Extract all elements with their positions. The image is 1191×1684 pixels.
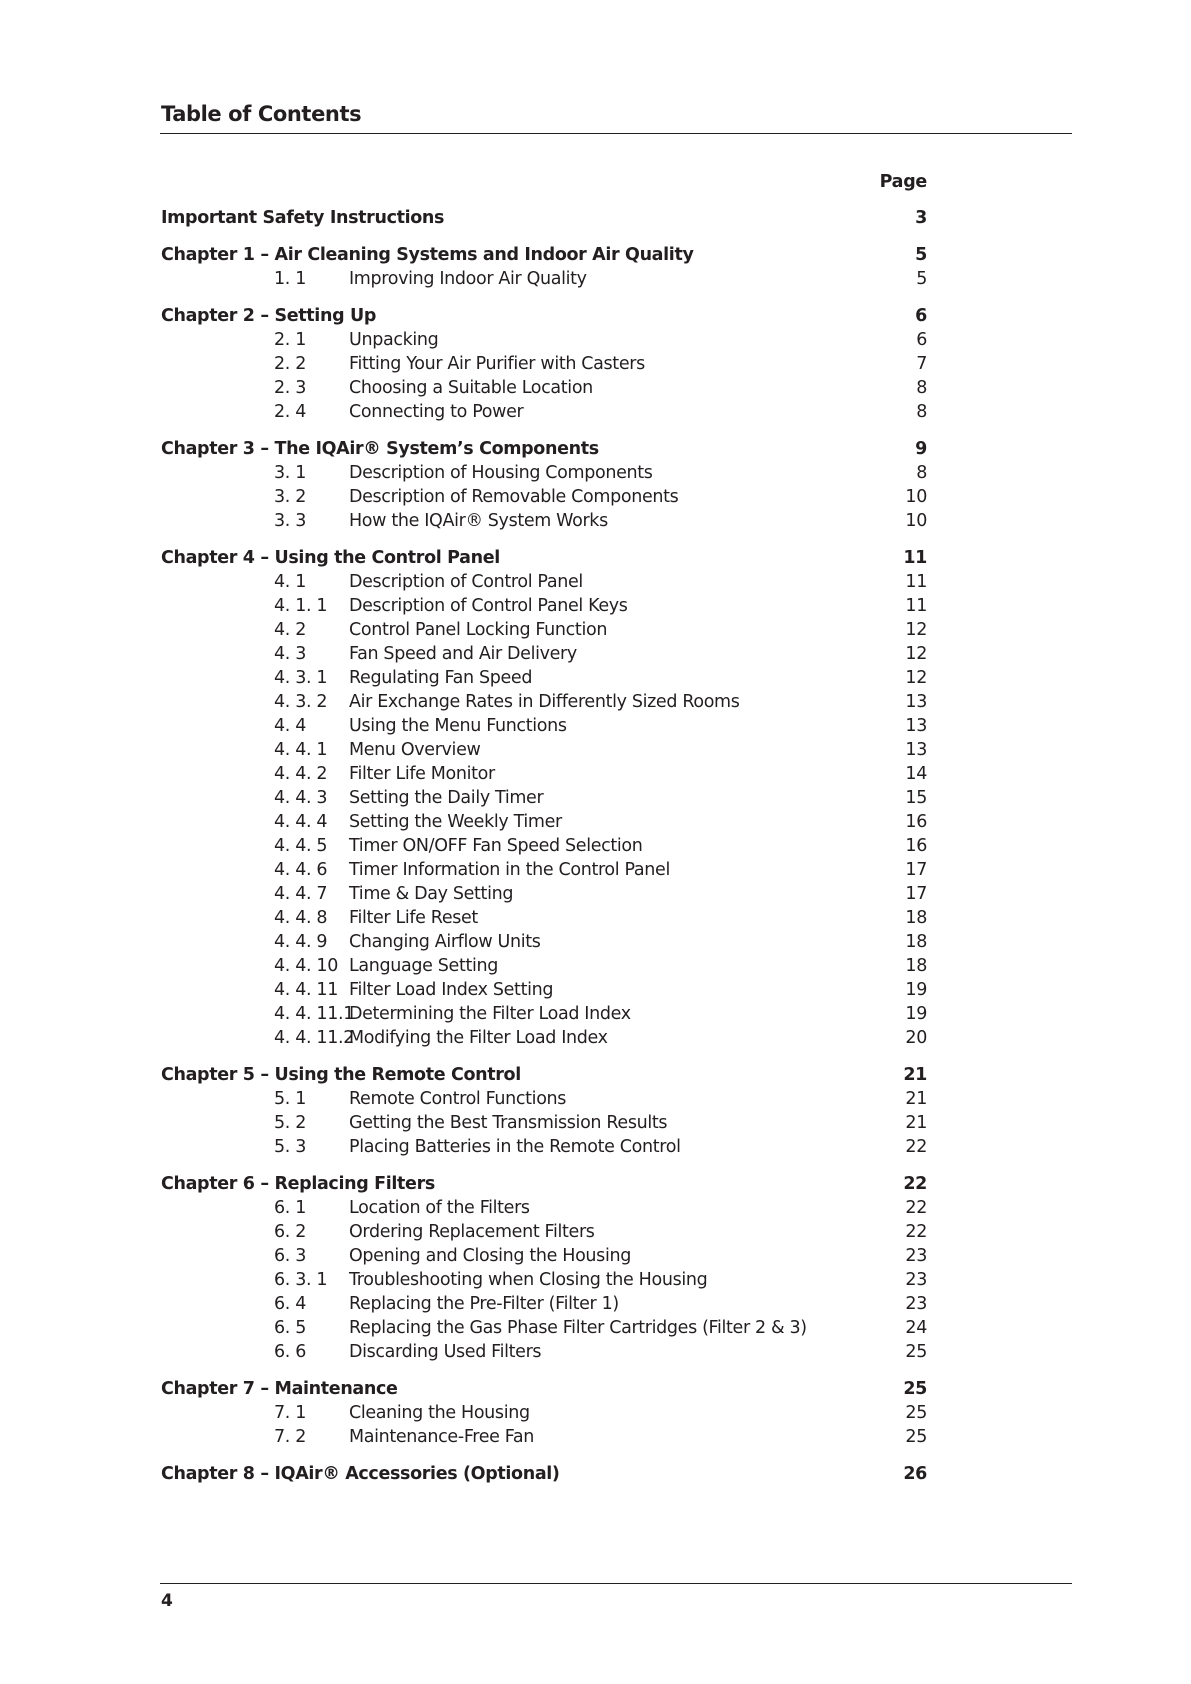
- toc-heading-page: 5: [915, 245, 927, 265]
- toc-entry-page: 19: [905, 980, 927, 1000]
- toc-entry-page: 6: [916, 330, 927, 350]
- toc-entry-page: 14: [905, 764, 927, 784]
- toc-entry-page: 12: [905, 620, 927, 640]
- toc-entry-title: Discarding Used Filters: [349, 1342, 542, 1362]
- toc-entry-title: Timer Information in the Control Panel: [349, 860, 670, 880]
- toc-section: [161, 206, 927, 230]
- toc-entry-page: 13: [905, 740, 927, 760]
- toc-section: [161, 1462, 927, 1486]
- toc-entry[interactable]: [161, 738, 927, 762]
- toc-entry-number: 4. 4. 1: [274, 740, 328, 760]
- toc-entry-title: Setting the Weekly Timer: [349, 812, 562, 832]
- toc-entry-number: 4. 4. 8: [274, 908, 328, 928]
- toc-entry-number: 6. 6: [274, 1342, 306, 1362]
- toc-section: [161, 546, 927, 1050]
- toc-section: [161, 1377, 927, 1449]
- toc-heading-label: Important Safety Instructions: [161, 208, 445, 228]
- toc-entry[interactable]: [161, 882, 927, 906]
- toc-entry-page: 17: [905, 860, 927, 880]
- toc-entry-page: 10: [905, 487, 927, 507]
- toc-heading[interactable]: [161, 206, 927, 230]
- header-rule: [160, 133, 1072, 134]
- toc-entry[interactable]: [161, 1401, 927, 1425]
- toc-entry-page: 22: [905, 1198, 927, 1218]
- page-title: Table of Contents: [161, 102, 362, 126]
- toc-entry-title: Filter Load Index Setting: [349, 980, 554, 1000]
- toc-entry[interactable]: [161, 786, 927, 810]
- toc-entry-title: Description of Removable Components: [349, 487, 679, 507]
- toc-heading[interactable]: [161, 1172, 927, 1196]
- toc-entry-number: 6. 3: [274, 1246, 306, 1266]
- toc-entry[interactable]: [161, 1268, 927, 1292]
- toc-entry-page: 16: [905, 812, 927, 832]
- toc-entry-title: Menu Overview: [349, 740, 481, 760]
- toc-section: [161, 304, 927, 424]
- toc-entry[interactable]: [161, 400, 927, 424]
- toc-entry[interactable]: [161, 509, 927, 533]
- toc-entry[interactable]: [161, 666, 927, 690]
- toc-entry-number: 2. 3: [274, 378, 306, 398]
- toc-entry-number: 5. 2: [274, 1113, 306, 1133]
- toc-entry-title: Control Panel Locking Function: [349, 620, 608, 640]
- toc-entry-number: 4. 3. 2: [274, 692, 328, 712]
- toc-entry-page: 15: [905, 788, 927, 808]
- toc-entry-title: Modifying the Filter Load Index: [349, 1028, 608, 1048]
- toc-entry-number: 4. 4. 11: [274, 980, 338, 1000]
- toc-entry-page: 10: [905, 511, 927, 531]
- toc-heading-label: Chapter 6 – Replacing Filters: [161, 1174, 435, 1194]
- toc-heading[interactable]: [161, 243, 927, 267]
- toc-entry-title: Unpacking: [349, 330, 439, 350]
- toc-entry-title: Language Setting: [349, 956, 498, 976]
- toc-entry-page: 21: [905, 1089, 927, 1109]
- toc-entry[interactable]: [161, 1135, 927, 1159]
- toc-entry-page: 23: [905, 1246, 927, 1266]
- toc-heading-page: 9: [915, 439, 927, 459]
- toc-entry[interactable]: [161, 954, 927, 978]
- toc-heading[interactable]: [161, 304, 927, 328]
- toc-entry[interactable]: [161, 1002, 927, 1026]
- toc-entry[interactable]: [161, 690, 927, 714]
- toc-entry[interactable]: [161, 978, 927, 1002]
- toc-entry-title: Description of Control Panel Keys: [349, 596, 628, 616]
- toc-entry-page: 22: [905, 1222, 927, 1242]
- toc-heading-label: Chapter 1 – Air Cleaning Systems and Indoor Air Quality: [161, 245, 694, 265]
- toc-entry[interactable]: [161, 762, 927, 786]
- toc-entry-number: 1. 1: [274, 269, 306, 289]
- toc-entry-title: Placing Batteries in the Remote Control: [349, 1137, 681, 1157]
- toc-entry-title: Time & Day Setting: [349, 884, 514, 904]
- page-column-header: Page: [879, 172, 927, 192]
- toc-entry-page: 11: [905, 572, 927, 592]
- toc-entry-number: 3. 2: [274, 487, 306, 507]
- toc-entry-title: Connecting to Power: [349, 402, 524, 422]
- toc-entry[interactable]: [161, 1220, 927, 1244]
- toc-entry-number: 6. 3. 1: [274, 1270, 328, 1290]
- toc-entry-title: How the IQAir® System Works: [349, 511, 608, 531]
- toc-entry[interactable]: [161, 834, 927, 858]
- toc-entry-page: 25: [905, 1427, 927, 1447]
- toc-entry[interactable]: [161, 267, 927, 291]
- toc-entry[interactable]: [161, 328, 927, 352]
- toc-entry[interactable]: [161, 1425, 927, 1449]
- toc-heading[interactable]: [161, 546, 927, 570]
- toc-heading-page: 21: [903, 1065, 927, 1085]
- toc-entry-page: 21: [905, 1113, 927, 1133]
- toc-heading-page: 11: [903, 548, 927, 568]
- toc-section: [161, 243, 927, 291]
- toc-entry-title: Filter Life Monitor: [349, 764, 495, 784]
- toc-entry-number: 3. 3: [274, 511, 306, 531]
- toc-entry[interactable]: [161, 1292, 927, 1316]
- toc-heading[interactable]: [161, 1377, 927, 1401]
- toc-entry-page: 19: [905, 1004, 927, 1024]
- toc-entry-number: 6. 5: [274, 1318, 306, 1338]
- toc-entry-title: Determining the Filter Load Index: [349, 1004, 631, 1024]
- toc-entry-title: Timer ON/OFF Fan Speed Selection: [349, 836, 643, 856]
- toc-entry-page: 23: [905, 1270, 927, 1290]
- toc-entry[interactable]: [161, 618, 927, 642]
- toc-entry-title: Troubleshooting when Closing the Housing: [349, 1270, 708, 1290]
- toc-entry[interactable]: [161, 485, 927, 509]
- toc-section: [161, 1172, 927, 1364]
- page-number: 4: [161, 1591, 173, 1611]
- toc-entry[interactable]: [161, 642, 927, 666]
- toc-entry-title: Air Exchange Rates in Differently Sized Rooms: [349, 692, 740, 712]
- toc-heading-page: 3: [915, 208, 927, 228]
- toc-entry-title: Using the Menu Functions: [349, 716, 567, 736]
- toc-entry-page: 8: [916, 402, 927, 422]
- toc-entry-page: 25: [905, 1403, 927, 1423]
- toc-entry-page: 5: [916, 269, 927, 289]
- toc-entry-title: Choosing a Suitable Location: [349, 378, 593, 398]
- toc-entry-number: 6. 1: [274, 1198, 306, 1218]
- toc-entry-page: 22: [905, 1137, 927, 1157]
- toc-entry-title: Fitting Your Air Purifier with Casters: [349, 354, 645, 374]
- toc-entry-number: 7. 1: [274, 1403, 306, 1423]
- toc-entry[interactable]: [161, 1026, 927, 1050]
- toc-entry-number: 4. 4. 7: [274, 884, 328, 904]
- toc-entry-title: Replacing the Gas Phase Filter Cartridges (Filter 2 & 3): [349, 1318, 807, 1338]
- toc-heading-page: 22: [903, 1174, 927, 1194]
- toc-entry-page: 20: [905, 1028, 927, 1048]
- toc-entry[interactable]: [161, 930, 927, 954]
- toc-entry-page: 13: [905, 716, 927, 736]
- toc-entry-title: Maintenance-Free Fan: [349, 1427, 534, 1447]
- toc-entry-number: 4. 4. 9: [274, 932, 328, 952]
- toc-heading-label: Chapter 4 – Using the Control Panel: [161, 548, 500, 568]
- toc-heading-page: 25: [903, 1379, 927, 1399]
- toc-entry-title: Getting the Best Transmission Results: [349, 1113, 668, 1133]
- toc-entry-number: 7. 2: [274, 1427, 306, 1447]
- toc-entry-title: Improving Indoor Air Quality: [349, 269, 587, 289]
- toc-entry-number: 6. 2: [274, 1222, 306, 1242]
- toc-entry-title: Opening and Closing the Housing: [349, 1246, 631, 1266]
- toc-entry-number: 4. 4. 11.2: [274, 1028, 354, 1048]
- toc-entry-number: 4. 4. 2: [274, 764, 328, 784]
- toc-entry-page: 12: [905, 644, 927, 664]
- toc-entry[interactable]: [161, 810, 927, 834]
- toc-entry-number: 4. 4. 5: [274, 836, 328, 856]
- toc-entry[interactable]: [161, 461, 927, 485]
- toc-entry-title: Ordering Replacement Filters: [349, 1222, 595, 1242]
- toc-heading-page: 6: [915, 306, 927, 326]
- toc-entry-number: 4. 4. 3: [274, 788, 328, 808]
- toc-entry-number: 4. 1: [274, 572, 306, 592]
- toc-heading-label: Chapter 2 – Setting Up: [161, 306, 377, 326]
- table-of-contents: [161, 206, 927, 1499]
- toc-heading-page: 26: [903, 1464, 927, 1484]
- toc-section: [161, 437, 927, 533]
- toc-entry[interactable]: [161, 1087, 927, 1111]
- toc-entry[interactable]: [161, 352, 927, 376]
- toc-heading[interactable]: [161, 1063, 927, 1087]
- toc-entry[interactable]: [161, 1111, 927, 1135]
- toc-entry-page: 8: [916, 378, 927, 398]
- toc-entry-number: 2. 4: [274, 402, 306, 422]
- toc-entry-title: Remote Control Functions: [349, 1089, 567, 1109]
- toc-entry-number: 4. 1. 1: [274, 596, 328, 616]
- toc-entry-number: 4. 4. 6: [274, 860, 328, 880]
- toc-entry-title: Description of Housing Components: [349, 463, 653, 483]
- toc-entry-page: 7: [916, 354, 927, 374]
- toc-entry[interactable]: [161, 376, 927, 400]
- toc-entry-number: 4. 3. 1: [274, 668, 328, 688]
- toc-heading[interactable]: [161, 1462, 927, 1486]
- toc-entry[interactable]: [161, 906, 927, 930]
- toc-entry[interactable]: [161, 570, 927, 594]
- toc-entry-page: 18: [905, 956, 927, 976]
- toc-entry[interactable]: [161, 714, 927, 738]
- toc-entry-number: 4. 4. 10: [274, 956, 338, 976]
- toc-entry-title: Location of the Filters: [349, 1198, 530, 1218]
- toc-entry-page: 16: [905, 836, 927, 856]
- toc-entry-page: 13: [905, 692, 927, 712]
- footer-rule: [160, 1583, 1072, 1584]
- toc-entry-title: Setting the Daily Timer: [349, 788, 544, 808]
- toc-entry-number: 4. 4. 4: [274, 812, 328, 832]
- toc-entry-page: 12: [905, 668, 927, 688]
- toc-entry-page: 11: [905, 596, 927, 616]
- toc-entry[interactable]: [161, 1340, 927, 1364]
- toc-entry-number: 5. 1: [274, 1089, 306, 1109]
- toc-entry[interactable]: [161, 1244, 927, 1268]
- toc-entry-number: 4. 4. 11.1: [274, 1004, 354, 1024]
- toc-entry-title: Fan Speed and Air Delivery: [349, 644, 577, 664]
- toc-entry-page: 17: [905, 884, 927, 904]
- toc-entry-number: 5. 3: [274, 1137, 306, 1157]
- toc-entry-title: Filter Life Reset: [349, 908, 478, 928]
- toc-heading-label: Chapter 5 – Using the Remote Control: [161, 1065, 521, 1085]
- toc-entry-number: 2. 1: [274, 330, 306, 350]
- toc-section: [161, 1063, 927, 1159]
- toc-entry-page: 25: [905, 1342, 927, 1362]
- toc-entry-number: 3. 1: [274, 463, 306, 483]
- toc-entry-title: Changing Airflow Units: [349, 932, 541, 952]
- toc-entry[interactable]: [161, 1196, 927, 1220]
- toc-heading-label: Chapter 3 – The IQAir® System’s Components: [161, 439, 599, 459]
- toc-heading-label: Chapter 8 – IQAir® Accessories (Optional): [161, 1464, 560, 1484]
- toc-entry-number: 6. 4: [274, 1294, 306, 1314]
- toc-entry[interactable]: [161, 858, 927, 882]
- toc-entry-page: 8: [916, 463, 927, 483]
- toc-entry-number: 4. 4: [274, 716, 306, 736]
- toc-entry-number: 4. 3: [274, 644, 306, 664]
- toc-entry-title: Regulating Fan Speed: [349, 668, 533, 688]
- toc-entry[interactable]: [161, 594, 927, 618]
- toc-entry-page: 24: [905, 1318, 927, 1338]
- toc-heading[interactable]: [161, 437, 927, 461]
- toc-entry-page: 23: [905, 1294, 927, 1314]
- toc-heading-label: Chapter 7 – Maintenance: [161, 1379, 398, 1399]
- toc-entry-title: Cleaning the Housing: [349, 1403, 530, 1423]
- toc-entry[interactable]: [161, 1316, 927, 1340]
- toc-entry-title: Replacing the Pre-Filter (Filter 1): [349, 1294, 619, 1314]
- toc-entry-number: 2. 2: [274, 354, 306, 374]
- toc-entry-title: Description of Control Panel: [349, 572, 583, 592]
- toc-entry-number: 4. 2: [274, 620, 306, 640]
- toc-entry-page: 18: [905, 932, 927, 952]
- toc-entry-page: 18: [905, 908, 927, 928]
